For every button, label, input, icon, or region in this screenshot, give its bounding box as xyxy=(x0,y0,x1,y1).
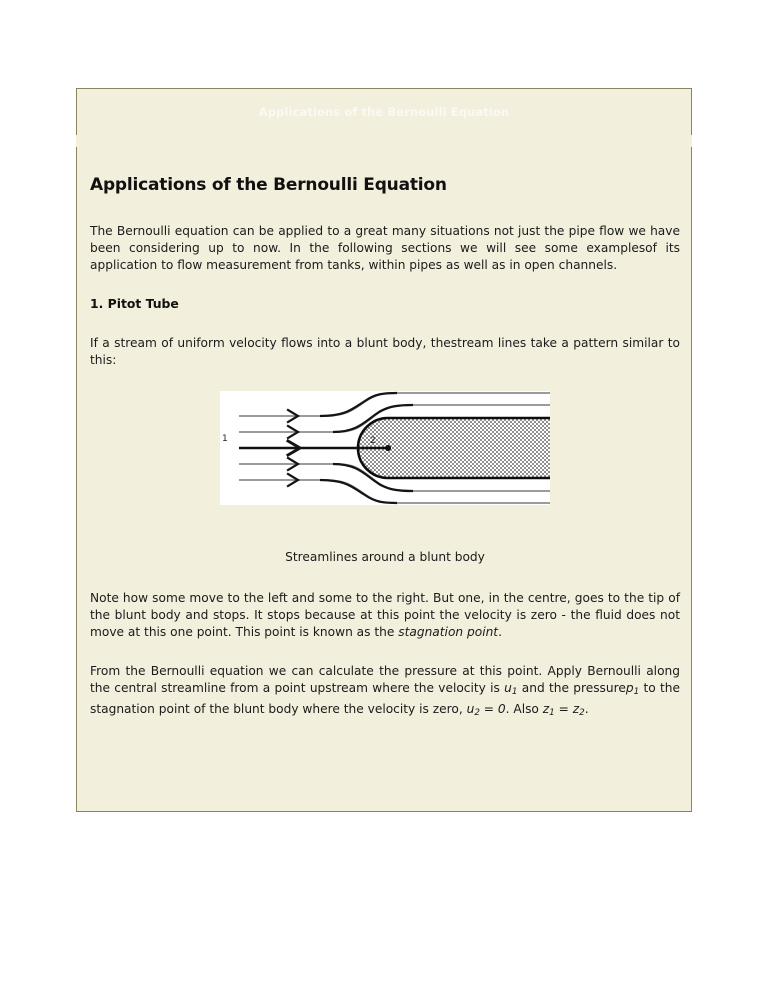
equation-z1-z2 xyxy=(543,702,585,716)
bernoulli-paragraph xyxy=(90,663,680,722)
variable-u1-subscript: 1 xyxy=(511,686,518,697)
equation-u2-value: = 0 xyxy=(479,701,506,716)
intro-paragraph: The Bernoulli equation can be applied to a great many situations not just the pipe flow we have been considering up to now. In the following sections we will see some examplesof its application to flow measurement from tanks, within pipes as well as in open channels. xyxy=(90,224,680,272)
section-heading-pitot-tube: 1. Pitot Tube xyxy=(90,296,179,311)
equation-u2-zero xyxy=(467,702,506,716)
note-paragraph-text-2: . xyxy=(498,625,502,639)
stagnation-point-term: stagnation point xyxy=(398,625,499,639)
variable-u2-subscript: 2 xyxy=(474,707,480,718)
variable-p1 xyxy=(626,681,639,695)
variable-p1-subscript: 1 xyxy=(633,686,640,697)
streamlines-diagram xyxy=(220,391,550,505)
equals-sign: = xyxy=(554,701,573,716)
figure-label-stagnation: 2 xyxy=(370,436,376,446)
note-paragraph xyxy=(90,590,680,641)
variable-z1-subscript: 1 xyxy=(549,707,555,718)
figure-streamlines xyxy=(90,391,680,564)
bernoulli-seg-1: From the Bernoulli equation we can calculate the pressure at this point. Apply Bernoulli along the central streamline from a point upstream where the velocity is xyxy=(90,664,680,695)
variable-p1-symbol: p xyxy=(625,681,634,695)
bernoulli-seg-3: to the stagnation point of the blunt body where the velocity is zero, xyxy=(90,681,681,716)
document-page xyxy=(76,88,692,812)
variable-z2-subscript: 2 xyxy=(579,707,585,718)
variable-u1 xyxy=(504,681,517,695)
bernoulli-seg-7: . xyxy=(584,701,589,716)
page-border-notch-right xyxy=(690,135,692,147)
variable-u1-symbol: u xyxy=(504,681,512,695)
page-border-notch-left xyxy=(76,135,78,147)
bernoulli-seg-2: and the pressure xyxy=(517,681,626,695)
figure-label-upstream: 1 xyxy=(222,434,228,444)
document-content xyxy=(90,175,680,744)
lead-paragraph: If a stream of uniform velocity flows into a blunt body, thestream lines take a pattern similar to this: xyxy=(90,336,680,367)
note-paragraph-text-1: Note how some move to the left and some to the right. But one, in the centre, goes to the tip of the blunt body and stops. It stops because at this point the velocity is zero - the fluid does not move at this one point. This point is known as the xyxy=(90,591,680,639)
bernoulli-seg-5: . Also xyxy=(505,701,543,716)
stagnation-point-marker xyxy=(385,445,391,451)
figure-caption: Streamlines around a blunt body xyxy=(285,550,485,564)
page-title: Applications of the Bernoulli Equation xyxy=(90,175,447,195)
variable-u2-symbol: u xyxy=(466,701,475,716)
variable-z2-symbol: z xyxy=(572,701,580,716)
running-header: Applications of the Bernoulli Equation xyxy=(258,105,510,119)
variable-z1-symbol: z xyxy=(542,701,550,716)
